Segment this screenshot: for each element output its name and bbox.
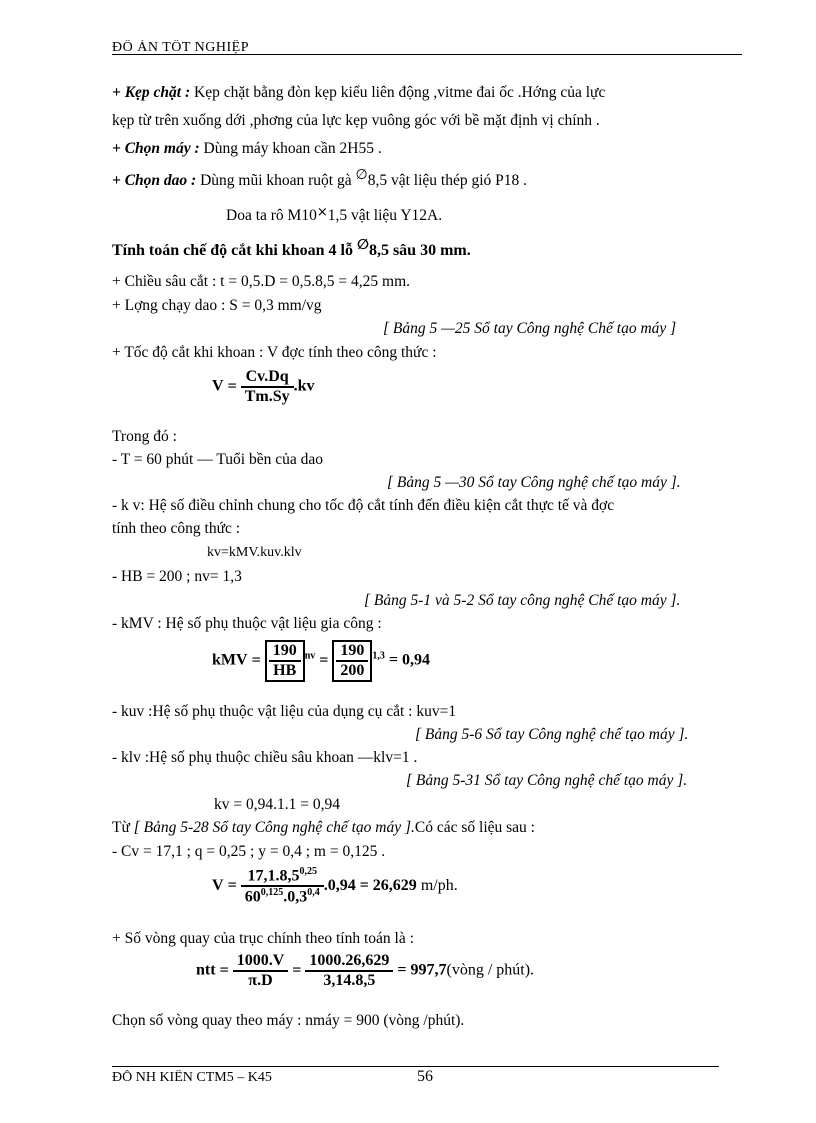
f4-unit: (vòng / phút). <box>446 961 535 979</box>
f2-exp-1: nv <box>304 650 316 662</box>
f3-lhs: V <box>212 877 224 894</box>
diameter-icon: ∅ <box>355 167 368 183</box>
f2-den-1: HB <box>273 662 297 679</box>
f2-result: = 0,94 <box>388 651 430 669</box>
f4-result: = 997,7 <box>397 961 447 979</box>
times-icon: × <box>316 205 328 220</box>
page-number: 56 <box>417 1068 433 1085</box>
tool-text-a: Dùng mũi khoan ruột gà <box>200 172 352 189</box>
f2-exp-2: 1,3 <box>372 650 385 662</box>
f1-numerator: Cv.Dq <box>241 368 294 388</box>
speed-intro: + Tốc độ cắt khi khoan : V đợc tính theo công thức : <box>112 344 437 361</box>
formula-rpm: ntt = $\frac{1000.V}{\pi.D}$ = $\frac{1000.26,629}{3,14.8,5}$ = 997,7(vòng / phút). <box>196 952 535 989</box>
tool-line2-a: Doa ta rô M10 <box>226 207 317 224</box>
f1-kv: kv <box>297 377 315 395</box>
f1-denominator: Tm.Sy <box>244 388 290 405</box>
feed-line: + Lợng chạy dao : S = 0,3 mm/vg <box>112 297 322 314</box>
machine-label: + Chọn máy : <box>112 140 200 157</box>
f3-tail: .0,94 = 26,629 <box>323 877 417 894</box>
clamp-label: + Kẹp chặt : <box>112 84 191 101</box>
f3-fraction <box>241 866 324 907</box>
hb-line: - HB = 200 ; nv= 1,3 <box>112 568 242 585</box>
choose-line: Chọn số vòng quay theo máy : nmáy = 900 (vòng /phút). <box>112 1012 465 1029</box>
kv-formula: kv=kMV.kuv.klv <box>207 545 302 560</box>
kv-def-1: - k v: Hệ số điều chỉnh chung cho tốc độ cắt tính đến điều kiện cắt thực tế và đợc <box>112 497 615 514</box>
kv-def-2: tính theo công thức : <box>112 520 241 537</box>
from-line <box>112 819 535 837</box>
f3-num-exp: 0,25 <box>299 866 317 877</box>
f4-num-2: 1000.26,629 <box>305 952 393 972</box>
machine-line <box>112 140 382 158</box>
coeffs-line: - Cv = 17,1 ; q = 0,25 ; y = 0,4 ; m = 0,125 . <box>112 843 386 860</box>
f4-den-2: 3,14.8,5 <box>323 972 376 989</box>
tool-text-b: 8,5 vật liệu thép gió P18 . <box>367 172 527 189</box>
tool-line2-b: 1,5 vật liệu Y12A. <box>327 207 443 224</box>
kv-value: kv = 0,94.1.1 = 0,94 <box>214 796 340 813</box>
depth-line: + Chiều sâu cắt : t = 0,5.D = 0,5.8,5 = 4,25 mm. <box>112 273 411 290</box>
diameter-icon-2: ∅ <box>356 237 369 253</box>
klv-def: - klv :Hệ số phụ thuộc chiều sâu khoan —klv=1 . <box>112 749 418 766</box>
ref-5: [ Bảng 5-31 Sổ tay Công nghệ chế tạo máy ]. <box>406 772 688 789</box>
f3-den-a-exp: 0,125 <box>260 887 284 899</box>
footer-rule <box>112 1066 719 1067</box>
tool-line-2 <box>226 207 442 225</box>
t-line: - T = 60 phút — Tuổi bền của dao <box>112 451 323 468</box>
ref-1: [ Bảng 5 —25 Sổ tay Công nghệ Chế tạo máy ] <box>383 320 677 337</box>
kmv-def: - kMV : Hệ số phụ thuộc vật liệu gia công : <box>112 615 382 632</box>
f3-den-b: .0,3 <box>283 888 308 906</box>
f4-den-1: π.D <box>248 972 273 989</box>
where-label: Trong đó : <box>112 428 177 445</box>
kuv-def: - kuv :Hệ số phụ thuộc vật liệu của dụng cụ cắt : kuv=1 <box>112 703 457 720</box>
f2-num-2: 190 <box>336 642 368 662</box>
clamp-line-2: kẹp từ trên xuống dới ,phơng của lực kẹp vuông góc với bề mặt định vị chính . <box>112 112 600 129</box>
formula-speed: V = $\frac{Cv.Dq}{Tm.Sy}$ .kv <box>212 368 315 405</box>
tool-line <box>112 167 527 190</box>
footer-author: ĐỖ NH KIÊN CTM5 – K45 <box>112 1070 272 1084</box>
f2-bracket-1 <box>265 640 305 682</box>
f1-fraction <box>241 368 294 406</box>
f2-bracket-2 <box>332 640 372 682</box>
formula-kmv: kMV = $\frac{190}{HB}$ $^{nv}$ = $\frac{190}{200}$ $^{1,3}$ = 0,94 <box>212 640 430 682</box>
section-title-b: 8,5 sâu 30 mm. <box>368 242 471 259</box>
ref-2: [ Bảng 5 —30 Sổ tay Công nghệ chế tạo máy ]. <box>387 474 681 491</box>
header-rule <box>112 54 742 55</box>
rpm-intro: + Số vòng quay của trục chính theo tính toán là : <box>112 930 414 947</box>
section-title <box>112 237 471 260</box>
f2-lhs: kMV <box>212 651 248 669</box>
f3-den-a: 60 <box>244 888 261 906</box>
f2-num-1: 190 <box>269 642 301 662</box>
clamp-line-1 <box>112 84 605 102</box>
ref-4: [ Bảng 5-6 Sổ tay Công nghệ chế tạo máy ]. <box>415 726 689 743</box>
f3-num: 17,1.8,5 <box>247 867 300 885</box>
from-b: Có các số liệu sau : <box>414 819 535 836</box>
from-ref: [ Bảng 5-28 Sổ tay Công nghệ chế tạo máy ]. <box>133 819 415 836</box>
tool-label: + Chọn dao : <box>112 172 197 189</box>
f4-num-1: 1000.V <box>233 952 289 972</box>
clamp-text-1: Kẹp chặt bằng đòn kẹp kiểu liên động ,vitme đai ốc .Hớng của lực <box>194 84 606 101</box>
f3-den-b-exp: 0,4 <box>307 887 320 899</box>
formula-velocity: V = $\frac{17,1.8,5^{0,25}}{60^{0,125}.0,3^{0,4}}$ .0,94 = 26,629 m/ph. <box>212 866 458 906</box>
section-title-a: Tính toán chế độ cắt khi khoan 4 lỗ <box>112 242 353 259</box>
f2-den-2: 200 <box>340 662 365 679</box>
from-a: Từ <box>112 819 130 836</box>
machine-text: Dùng máy khoan cần 2H55 . <box>203 140 382 157</box>
f4-lhs: ntt <box>196 961 216 979</box>
f3-unit: m/ph. <box>420 877 458 894</box>
page-header: ĐỒ ÁN TỐT NGHIỆP <box>112 40 249 54</box>
f1-lhs: V <box>212 377 224 395</box>
ref-3: [ Bảng 5-1 và 5-2 Sổ tay công nghệ Chế tạo máy ]. <box>364 592 681 609</box>
